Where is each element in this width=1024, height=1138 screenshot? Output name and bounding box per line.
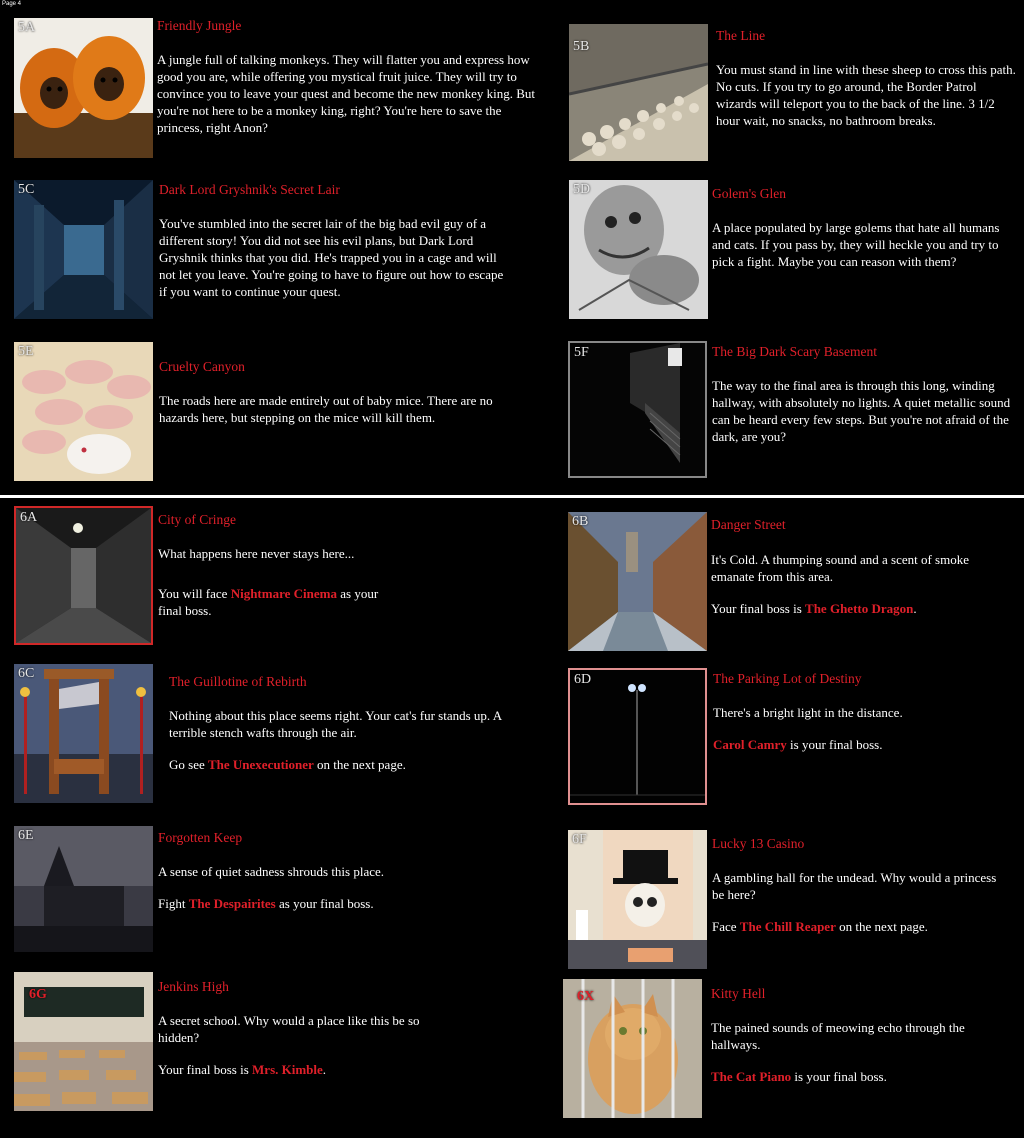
final-boss-name: The Unexecutioner: [208, 757, 314, 772]
location-code: 5C: [18, 182, 35, 197]
location-text: What happens here never stays here...: [158, 546, 355, 561]
location-code: 6C: [18, 666, 35, 681]
location-description: A place populated by large golems that hate all humans and cats. If you pass by, they will heckle you and try to pick a fight. Maybe you can reason with them?: [712, 220, 1000, 269]
location-description: [169, 707, 529, 788]
location-description: [712, 869, 1002, 950]
location-description: The roads here are made entirely out of baby mice. There are no hazards here, but stepping on the mice will kill them.: [159, 393, 493, 425]
boss-line: Face The Chill Reaper on the next page.: [712, 919, 928, 934]
location-description: [158, 863, 458, 927]
location-title: Jenkins High: [158, 979, 229, 994]
location-code: 6E: [18, 828, 34, 843]
location-title: City of Cringe: [158, 512, 236, 527]
location-text: A secret school. Why would a place like this be so hidden?: [158, 1013, 420, 1045]
page-label: Page 4: [2, 1, 22, 7]
location-description: [158, 545, 398, 634]
location-description: You've stumbled into the secret lair of the big bad evil guy of a different story! You did not see his evil plans, but Dark Lord Gryshnik thinks that you did. He's trapped you in a cage and will not let you leave. You're going to have to figure out how to escape if you want to continue your quest.: [159, 216, 504, 299]
location-code: 5A: [18, 20, 36, 35]
location-text: A gambling hall for the undead. Why would a princess be here?: [712, 870, 997, 902]
location-title: Golem's Glen: [712, 186, 787, 201]
mice-image: [14, 342, 153, 481]
boss-line: Your final boss is The Ghetto Dragon.: [711, 601, 917, 616]
location-description: The way to the final area is through this long, winding hallway, with absolutely no lights. A quiet metallic sound can be heard every few steps. But you're not afraid of the dark, are you?: [712, 378, 1011, 444]
boss-line: Your final boss is Mrs. Kimble.: [158, 1062, 327, 1077]
location-title: The Line: [716, 28, 766, 43]
parking-lot-image: [568, 668, 707, 805]
location-code: 5B: [573, 39, 590, 54]
location-title: The Guillotine of Rebirth: [169, 674, 307, 689]
final-boss-name: The Chill Reaper: [739, 919, 836, 934]
location-description: [713, 704, 1003, 768]
location-description: You must stand in line with these sheep to cross this path. No cuts. If you try to go around, the Border Patrol wizards will teleport you to the back of the line. 3 1/2 hour wait, no snacks, no bathroom breaks.: [716, 62, 1016, 128]
location-code: 6D: [574, 672, 592, 687]
location-title: Dark Lord Gryshnik's Secret Lair: [159, 182, 340, 197]
location-title: Friendly Jungle: [157, 18, 242, 33]
location-code: 6F: [572, 832, 587, 847]
location-text: It's Cold. A thumping sound and a scent of smoke emanate from this area.: [711, 552, 969, 584]
location-code: 6G: [29, 987, 47, 1002]
location-code: 6B: [572, 514, 589, 529]
final-boss-name: The Despairites: [188, 896, 276, 911]
city-alley-image: [14, 506, 153, 645]
location-description: [711, 1019, 1001, 1100]
location-title: The Big Dark Scary Basement: [712, 344, 877, 359]
boss-line: Go see The Unexecutioner on the next page.: [169, 757, 406, 772]
classroom-image: [14, 972, 153, 1111]
location-title: Danger Street: [711, 517, 786, 532]
final-boss-name: Nightmare Cinema: [230, 586, 337, 601]
location-code: 5F: [574, 345, 589, 360]
location-description: [711, 551, 991, 632]
location-description: A jungle full of talking monkeys. They will flatter you and express how good you are, while offering you mystical fruit juice. They will try to convince you to leave your quest and become the new monkey king. But you're not here to be a monkey king, right? You're here to save the princess, right Anon?: [157, 52, 535, 135]
street-image: [568, 512, 707, 651]
location-title: Forgotten Keep: [158, 830, 243, 845]
basement-image: [568, 341, 707, 478]
location-description: [158, 1012, 448, 1093]
location-text: Nothing about this place seems right. Your cat's fur stands up. A terrible stench wafts through the air.: [169, 708, 502, 740]
final-boss-name: The Ghetto Dragon: [805, 601, 914, 616]
monkeys-image: [14, 18, 153, 158]
sheep-image: [569, 24, 708, 161]
keep-image: [14, 826, 153, 952]
section-divider: [0, 495, 1024, 498]
final-boss-name: Mrs. Kimble: [252, 1062, 323, 1077]
lair-image: [14, 180, 153, 319]
location-code: 6X: [577, 989, 595, 1004]
casino-image: [568, 830, 707, 969]
location-title: Lucky 13 Casino: [712, 836, 805, 851]
final-boss-name: The Cat Piano: [711, 1069, 792, 1084]
location-text: A sense of quiet sadness shrouds this place.: [158, 864, 385, 879]
boss-line: Carol Camry is your final boss.: [713, 737, 883, 752]
final-boss-name: Carol Camry: [713, 737, 787, 752]
location-title: The Parking Lot of Destiny: [713, 671, 862, 686]
location-title: Kitty Hell: [711, 986, 766, 1001]
boss-line: The Cat Piano is your final boss.: [711, 1069, 887, 1084]
location-title: Cruelty Canyon: [159, 359, 245, 374]
guillotine-image: [14, 664, 153, 803]
location-text: There's a bright light in the distance.: [713, 705, 903, 720]
location-code: 6A: [20, 510, 38, 525]
boss-line: Fight The Despairites as your final boss.: [158, 896, 374, 911]
golem-image: [569, 180, 708, 319]
cat-cage-image: [563, 979, 702, 1118]
location-text: The pained sounds of meowing echo through the hallways.: [711, 1020, 965, 1052]
boss-line: You will face Nightmare Cinema as your final boss.: [158, 586, 379, 618]
location-code: 5E: [18, 344, 34, 359]
location-code: 5D: [573, 182, 591, 197]
